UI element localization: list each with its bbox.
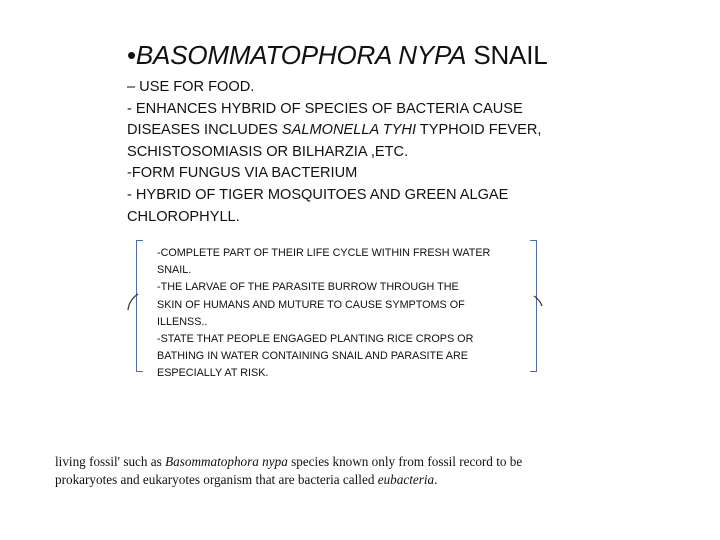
right-bracket-tick (532, 294, 546, 314)
note-line: -COMPLETE PART OF THEIR LIFE CYCLE WITHIN FRESH WATER (157, 247, 491, 259)
body-line-3-pre: DISEASES INCLUDES (127, 122, 282, 139)
caption-line-2-italic: eubacteria (377, 472, 435, 487)
note-line: ILLENSS.. (157, 315, 208, 328)
body-text (127, 77, 567, 228)
note-line: ESPECIALLY AT RISK. (157, 367, 269, 380)
caption-line-2-post: . (434, 472, 438, 487)
slide-title (127, 40, 547, 71)
caption-line-1 (55, 453, 522, 471)
bracketed-notes (157, 245, 527, 383)
title-rest: SNAIL (466, 40, 548, 70)
note-line: BATHING IN WATER CONTAINING SNAIL AND PARASITE ARE (157, 350, 468, 363)
body-line-6: - HYBRID OF TIGER MOSQUITOES AND GREEN ALGAE (127, 186, 509, 203)
body-line-2: - ENHANCES HYBRID OF SPECIES OF BACTERIA CAUSE (127, 100, 523, 117)
left-bracket-tick (125, 292, 141, 314)
title-italic: BASOMMATOPHORA NYPA (135, 40, 467, 70)
title-bullet: • (127, 40, 136, 70)
body-line-3-italic: SALMONELLA TYHI (281, 122, 416, 139)
caption-line-1-italic: Basommatophora nypa (165, 454, 288, 469)
body-line-3-post: TYPHOID FEVER, (416, 122, 542, 139)
caption-line-1-post: species known only from fossil record to be (287, 454, 523, 469)
body-line-5: -FORM FUNGUS VIA BACTERIUM (127, 165, 358, 182)
body-line-7: CHLOROPHYLL. (127, 208, 240, 225)
note-line: SNAIL. (157, 264, 192, 277)
caption-line-2-pre: prokaryotes and eukaryotes organism that are bacteria called (55, 472, 378, 487)
body-line-4: SCHISTOSOMIASIS OR BILHARZIA ,ETC. (127, 143, 409, 160)
caption-line-2 (55, 471, 522, 489)
caption-line-1-pre: living fossil' such as (55, 454, 166, 469)
note-line: SKIN OF HUMANS AND MUTURE TO CAUSE SYMPTOMS OF (157, 298, 465, 311)
body-line-1: – USE FOR FOOD. (127, 79, 255, 95)
note-line: -THE LARVAE OF THE PARASITE BURROW THROUGH THE (157, 281, 459, 294)
body-line-3 (127, 120, 567, 142)
note-line: -STATE THAT PEOPLE ENGAGED PLANTING RICE CROPS OR (157, 332, 474, 345)
caption (55, 453, 522, 489)
